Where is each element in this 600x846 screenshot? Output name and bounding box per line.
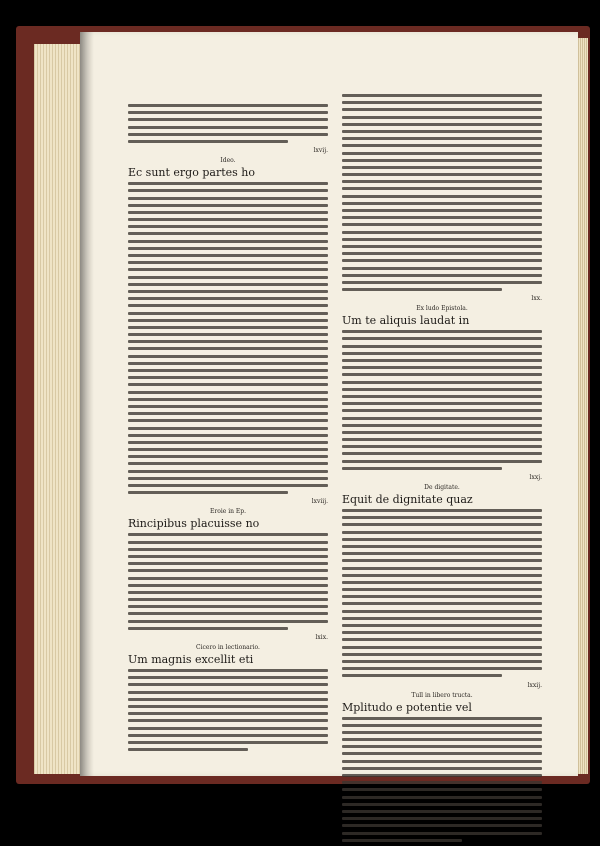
text-line <box>342 467 502 470</box>
text-line <box>342 274 542 277</box>
text-line <box>128 477 328 480</box>
text-line <box>342 738 542 741</box>
right-section-header-2: De digitate. <box>424 484 460 491</box>
text-line <box>128 319 328 322</box>
text-line <box>342 545 542 548</box>
text-line <box>342 252 542 255</box>
left-section-number-2: lxviij. <box>311 498 328 506</box>
text-line <box>342 724 542 727</box>
text-line <box>128 419 328 422</box>
text-line <box>342 209 542 212</box>
text-line <box>128 376 328 379</box>
left-section-header-2: Eroie in Ep. <box>209 508 247 516</box>
right-heading-3: Mplitudo e potentie vel <box>342 700 472 714</box>
text-line <box>342 402 542 405</box>
text-line <box>342 595 542 598</box>
left-section-number-1: lxvij. <box>313 147 328 155</box>
text-line <box>342 152 542 155</box>
text-line <box>342 460 542 463</box>
text-line <box>128 620 328 623</box>
text-line <box>342 108 542 111</box>
text-line <box>128 548 328 551</box>
text-line <box>128 254 328 257</box>
text-line <box>342 267 542 270</box>
text-line <box>342 438 542 441</box>
text-line <box>128 669 328 672</box>
text-line <box>342 352 542 355</box>
text-line <box>342 588 542 591</box>
text-line <box>342 116 542 119</box>
text-line <box>342 409 542 412</box>
right-heading-1: Um te aliquis laudat in <box>342 314 470 328</box>
text-line <box>128 462 328 465</box>
left-heading-1: Ec sunt ergo partes ho <box>128 166 255 180</box>
text-line <box>128 340 328 343</box>
text-line <box>128 484 328 487</box>
text-line <box>342 281 542 284</box>
text-line <box>342 366 542 369</box>
text-line <box>128 197 328 200</box>
text-line <box>128 383 328 386</box>
text-line <box>342 424 542 427</box>
text-line <box>128 455 328 458</box>
text-line <box>342 137 542 140</box>
text-line <box>128 712 328 715</box>
text-line <box>342 259 542 262</box>
text-line <box>342 832 542 835</box>
text-line <box>342 552 542 555</box>
text-line <box>342 767 542 770</box>
text-line <box>342 624 542 627</box>
text-line <box>342 631 542 634</box>
text-line <box>128 182 328 185</box>
text-line <box>128 605 328 608</box>
page-gutter-shadow <box>80 32 94 776</box>
text-line <box>128 555 328 558</box>
text-line <box>128 562 328 565</box>
book <box>16 26 590 784</box>
left-column <box>128 104 328 755</box>
text-line <box>128 683 328 686</box>
text-line <box>342 216 542 219</box>
text-line <box>128 118 328 121</box>
text-line <box>128 591 328 594</box>
text-line <box>128 276 328 279</box>
text-line <box>342 717 542 720</box>
text-line <box>342 653 542 656</box>
text-line <box>342 752 542 755</box>
text-line <box>128 427 328 430</box>
text-line <box>128 734 328 737</box>
text-line <box>342 617 542 620</box>
text-line <box>342 94 542 97</box>
text-line <box>128 133 328 136</box>
text-line <box>342 195 542 198</box>
text-line <box>128 204 328 207</box>
text-line <box>342 531 542 534</box>
text-line <box>128 577 328 580</box>
text-line <box>128 347 328 350</box>
text-line <box>128 491 288 494</box>
text-line <box>128 362 328 365</box>
text-line <box>342 660 542 663</box>
text-line <box>128 240 328 243</box>
text-line <box>342 359 542 362</box>
text-line <box>342 509 542 512</box>
text-line <box>342 523 542 526</box>
text-line <box>128 727 328 730</box>
text-line <box>128 691 328 694</box>
text-line <box>128 398 328 401</box>
text-line <box>342 581 542 584</box>
text-line <box>342 381 542 384</box>
text-line <box>128 369 328 372</box>
text-line <box>342 610 542 613</box>
text-line <box>128 283 328 286</box>
text-line <box>342 417 542 420</box>
text-line <box>128 405 328 408</box>
text-line <box>342 345 542 348</box>
text-line <box>342 817 542 820</box>
text-line <box>342 788 542 791</box>
text-line <box>342 123 542 126</box>
text-line <box>342 774 542 777</box>
text-line <box>128 676 328 679</box>
text-line <box>128 355 328 358</box>
text-line <box>342 646 542 649</box>
text-line <box>128 297 328 300</box>
text-line <box>128 541 328 544</box>
text-line <box>128 261 328 264</box>
text-line <box>342 245 542 248</box>
text-line <box>128 741 328 744</box>
right-section-number-1: lxx. <box>531 295 542 303</box>
text-line <box>128 312 328 315</box>
text-line <box>128 569 328 572</box>
text-line <box>342 180 542 183</box>
text-line <box>128 584 328 587</box>
text-line <box>128 612 328 615</box>
text-line <box>342 238 542 241</box>
text-line <box>128 104 328 107</box>
text-line <box>342 159 542 162</box>
text-line <box>342 810 542 813</box>
text-line <box>342 674 502 677</box>
text-line <box>342 745 542 748</box>
text-line <box>128 290 328 293</box>
left-section-number-3: lxix. <box>315 634 328 641</box>
text-line <box>342 667 542 670</box>
right-section-header-3: Tull in libero tructa. <box>411 691 473 699</box>
text-line <box>342 538 542 541</box>
right-section-number-3: lxxij. <box>527 681 542 689</box>
text-line <box>128 268 328 271</box>
text-line <box>128 441 328 444</box>
text-line <box>342 101 542 104</box>
left-heading-2: Rincipibus placuisse no <box>128 517 260 531</box>
left-heading-3: Um magnis excellit eti <box>128 653 254 666</box>
left-section-header-1: Ideo. <box>220 157 236 165</box>
text-line <box>342 839 462 842</box>
text-line <box>128 705 328 708</box>
text-line <box>342 516 542 519</box>
text-line <box>342 373 542 376</box>
text-line <box>342 638 542 641</box>
text-line <box>128 189 328 192</box>
text-line <box>128 533 328 536</box>
right-section-header-1: Ex ludo Epistola. <box>416 305 468 313</box>
text-line <box>342 330 542 333</box>
text-line <box>342 559 542 562</box>
text-line <box>342 731 542 734</box>
text-line <box>342 231 542 234</box>
text-line <box>342 602 542 605</box>
text-line <box>128 304 328 307</box>
text-line <box>342 130 542 133</box>
text-line <box>128 598 328 601</box>
text-line <box>128 111 328 114</box>
text-line <box>342 781 542 784</box>
text-line <box>128 748 248 751</box>
text-line <box>128 333 328 336</box>
text-line <box>342 760 542 763</box>
page-edges-left <box>34 44 82 774</box>
text-line <box>128 225 328 228</box>
text-line <box>342 173 542 176</box>
text-line <box>342 187 542 190</box>
text-line <box>342 395 542 398</box>
text-line <box>128 326 328 329</box>
text-line <box>128 627 288 630</box>
text-line <box>128 448 328 451</box>
text-line <box>128 211 328 214</box>
text-line <box>342 567 542 570</box>
text-line <box>342 574 542 577</box>
text-line <box>128 434 328 437</box>
text-line <box>128 719 328 722</box>
text-line <box>342 223 542 226</box>
text-line <box>342 803 542 806</box>
text-line <box>342 388 542 391</box>
text-line <box>342 144 542 147</box>
text-line <box>128 698 328 701</box>
text-line <box>128 232 328 235</box>
text-line <box>342 824 542 827</box>
text-line <box>128 126 328 129</box>
text-line <box>128 470 328 473</box>
text-line <box>342 288 502 291</box>
text-line <box>342 431 542 434</box>
right-column <box>342 94 542 846</box>
text-line <box>128 247 328 250</box>
text-line <box>128 218 328 221</box>
text-line <box>128 140 288 143</box>
text-line <box>342 445 542 448</box>
text-line <box>342 337 542 340</box>
text-line <box>128 391 328 394</box>
text-line <box>342 166 542 169</box>
right-heading-2: Equit de dignitate quaz <box>342 493 473 506</box>
left-section-header-3: Cicero in lectionario. <box>196 644 260 651</box>
right-section-number-2: lxxj. <box>529 474 542 481</box>
text-line <box>128 412 328 415</box>
text-line <box>342 202 542 205</box>
text-line <box>342 796 542 799</box>
book-page <box>80 32 578 776</box>
text-line <box>342 452 542 455</box>
